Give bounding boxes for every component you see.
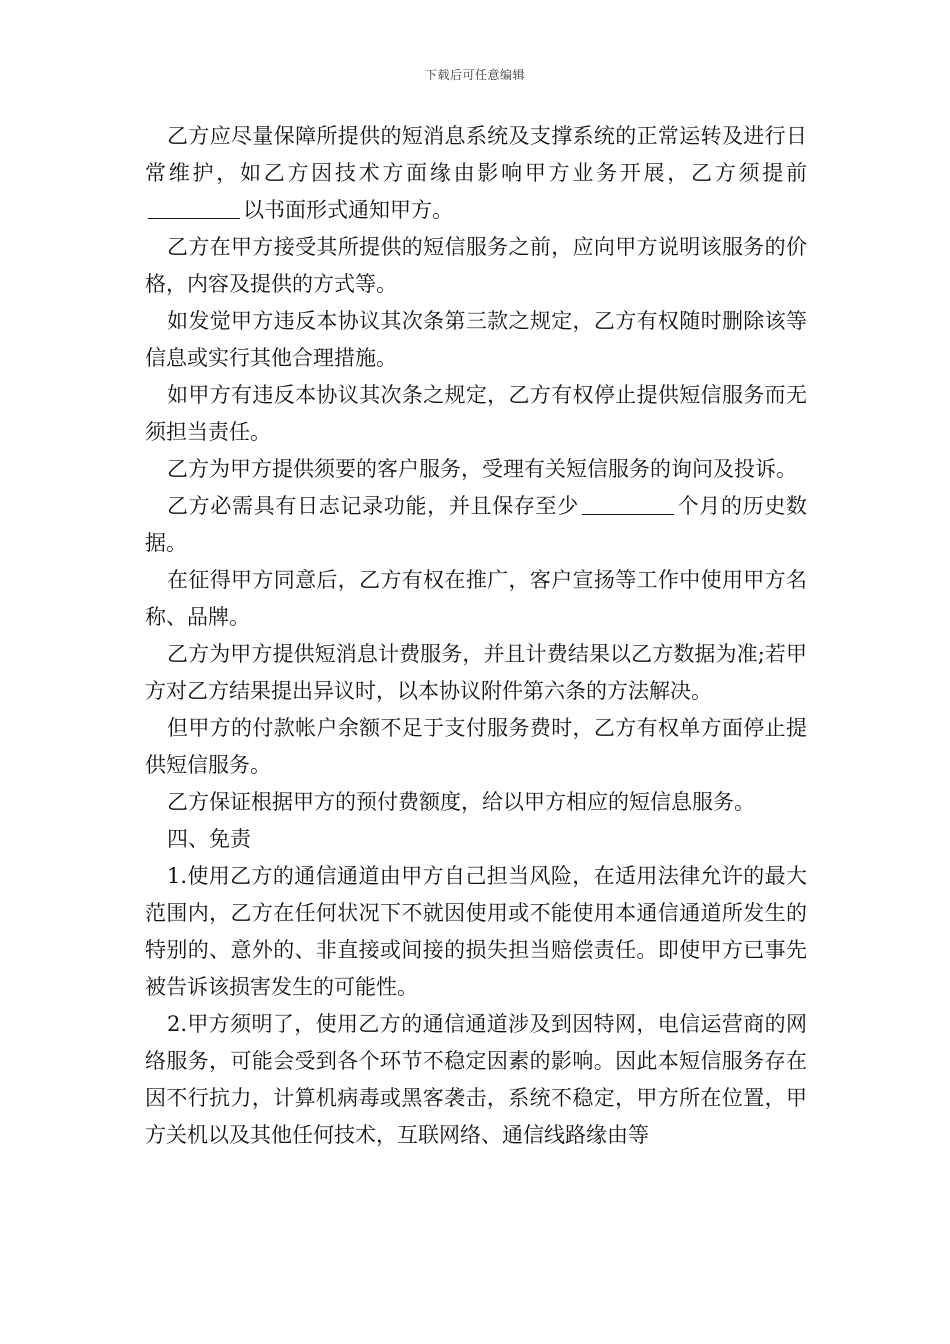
section-heading-disclaimer: 四、免责 xyxy=(167,827,251,851)
paragraph-brand-usage: 在征得甲方同意后，乙方有权在推广，客户宣扬等工作中使用甲方名称、品牌。 xyxy=(145,568,807,629)
paragraph-disclaimer-1: 1.使用乙方的通信通道由甲方自己担当风险，在适用法律允许的最大范围内，乙方在任何状况下不就因使用或不能使用本通信通道所发生的特别的、意外的、非直接或间接的损失担当赔偿责任。即使甲方已事先被告诉该损害发生的可能性。 xyxy=(145,864,807,999)
paragraph-maintenance-text-end: 以书面形式通知甲方。 xyxy=(243,198,453,222)
page-header-note: 下载后可任意编辑 xyxy=(424,68,525,82)
fill-in-blank-months xyxy=(582,494,674,515)
paragraph-log-retention-text: 乙方必需具有日志记录功能，并且保存至少 xyxy=(167,494,579,518)
paragraph-log-retention-text-end: 个月的历史数据。 xyxy=(145,494,808,555)
paragraph-pricing: 乙方在甲方接受其所提供的短信服务之前，应向甲方说明该服务的价格，内容及提供的方式等。 xyxy=(145,235,807,296)
paragraph-prepaid: 乙方保证根据甲方的预付费额度，给以甲方相应的短信息服务。 xyxy=(167,790,755,814)
paragraph-insufficient-balance: 但甲方的付款帐户余额不足于支付服务费时，乙方有权单方面停止提供短信服务。 xyxy=(145,716,807,777)
paragraph-disclaimer-2: 2.甲方须明了，使用乙方的通信通道涉及到因特网，电信运营商的网络服务，可能会受到各个环节不稳定因素的影响。因此本短信服务存在因不行抗力，计算机病毒或黑客袭击，系统不稳定，甲方所在位置，甲方关机以及其他任何技术，互联网络、通信线路缘由等 xyxy=(145,1012,807,1147)
fill-in-blank-days xyxy=(148,198,240,219)
document-body xyxy=(145,118,807,1154)
paragraph-log-retention xyxy=(145,488,807,562)
paragraph-maintenance-text: 乙方应尽量保障所提供的短消息系统及支撑系统的正常运转及进行日常维护，如乙方因技术方面缘由影响甲方业务开展，乙方须提前 xyxy=(145,124,807,185)
paragraph-maintenance xyxy=(145,118,807,229)
paragraph-customer-service: 乙方为甲方提供须要的客户服务，受理有关短信服务的询问及投诉。 xyxy=(167,457,797,481)
paragraph-violation-stop: 如甲方有违反本协议其次条之规定，乙方有权停止提供短信服务而无须担当责任。 xyxy=(145,383,807,444)
paragraph-violation-delete: 如发觉甲方违反本协议其次条第三款之规定，乙方有权随时删除该等信息或实行其他合理措施。 xyxy=(145,309,807,370)
paragraph-billing: 乙方为甲方提供短消息计费服务，并且计费结果以乙方数据为准;若甲方对乙方结果提出异议时，以本协议附件第六条的方法解决。 xyxy=(145,642,807,703)
